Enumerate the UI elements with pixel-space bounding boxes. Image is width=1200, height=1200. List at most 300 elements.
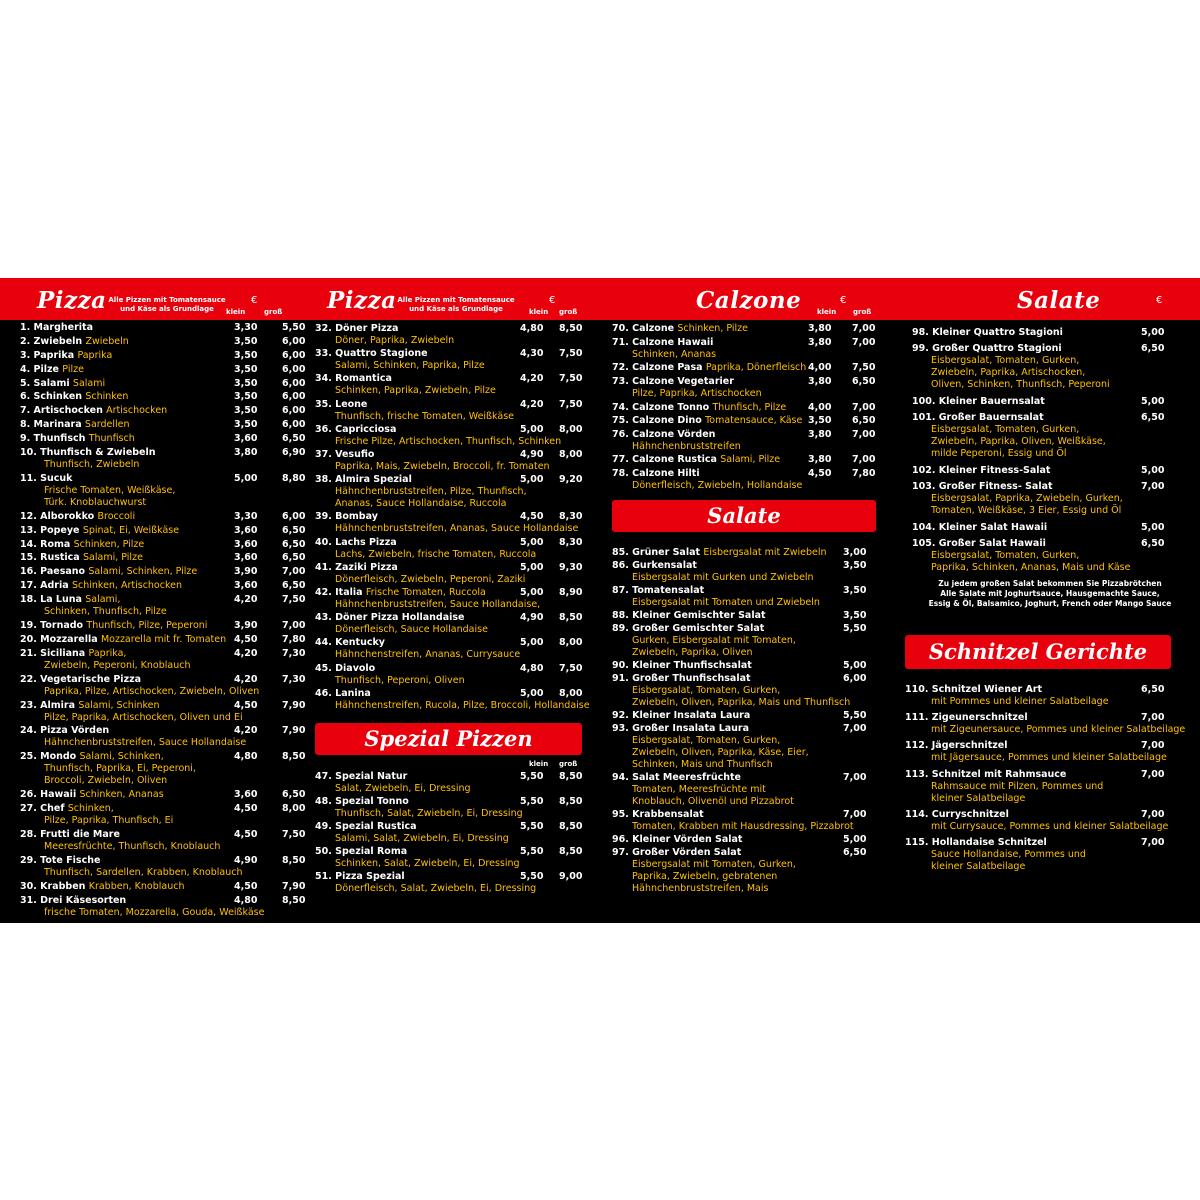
price-gross: 7,00	[852, 401, 876, 413]
spezial-gross-label: groß	[559, 760, 578, 768]
menu-item-title: 101. Großer Bauernsalat	[912, 412, 1044, 424]
menu-item-title: 88. Kleiner Gemischter Salat	[612, 610, 766, 621]
schnitzel-banner	[905, 635, 1171, 669]
menu-item-description: Dönerfleisch, Zwiebeln, Hollandaise	[632, 480, 803, 491]
menu-item	[315, 636, 595, 661]
menu-item	[905, 739, 1200, 764]
price-klein: 3,60	[234, 538, 258, 550]
price-klein: 4,00	[808, 362, 832, 374]
menu-item	[315, 687, 595, 712]
menu-item-description: Hähnchenbruststreifen	[632, 440, 741, 452]
gross-label: groß	[853, 308, 872, 316]
price-gross: 6,00	[282, 419, 306, 431]
price-klein: 3,50	[843, 560, 867, 571]
menu-item	[20, 699, 306, 724]
menu-item	[612, 336, 897, 361]
menu-item-description: Eisbergsalat mit Tomaten und Zwiebeln	[632, 597, 820, 608]
price-gross: 7,50	[852, 362, 876, 374]
menu-item-title: 87. Tomatensalat	[612, 585, 705, 596]
price-gross: 7,00	[282, 566, 306, 578]
price-klein: 3,90	[234, 620, 258, 632]
menu-item-title: 76. Calzone Vörden	[612, 428, 716, 440]
menu-item-description: mit Currysauce, Pommes und kleiner Salatbeilage	[931, 820, 1169, 832]
pizza1-header	[0, 278, 300, 320]
menu-item-name	[315, 347, 595, 360]
price-klein: 4,20	[234, 673, 258, 685]
menu-item	[315, 536, 595, 561]
menu-item	[905, 836, 1200, 873]
menu-item	[315, 870, 595, 895]
price-gross: 7,80	[282, 633, 306, 645]
menu-item-description: Eisbergsalat mit Tomaten, Gurken,	[632, 859, 796, 870]
menu-item	[315, 398, 595, 423]
price-klein: 3,50	[843, 585, 867, 596]
menu-item-description: Eisbergsalat, Tomaten, Gurken,	[632, 685, 781, 696]
menu-item-title: 15. Rustica	[20, 552, 80, 564]
menu-item-title: 32. Döner Pizza	[315, 323, 399, 334]
menu-item-description: Hähnchenbruststreifen, Ananas, Sauce Hollandaise	[335, 523, 579, 535]
salate-note-line2: Alle Salate mit Joghurtsauce, Hausgemachte Sauce,	[940, 589, 1160, 598]
price-klein: 3,80	[808, 428, 832, 440]
menu-item-title: 9. Thunfisch	[20, 433, 86, 445]
price-gross: 8,50	[559, 821, 583, 832]
price-klein: 7,00	[1141, 740, 1165, 752]
menu-item	[20, 377, 306, 390]
price-gross: 8,00	[559, 637, 583, 649]
pizza1-list	[20, 321, 306, 919]
menu-item	[315, 423, 595, 448]
price-klein: 6,50	[1141, 537, 1165, 549]
menu-item-title: 49. Spezial Rustica	[315, 821, 417, 832]
menu-item	[20, 565, 306, 578]
menu-item-title: 111. Zigeunerschnitzel	[905, 712, 1028, 724]
menu-item-title: 30. Krabben	[20, 880, 86, 892]
price-gross: 8,90	[559, 587, 583, 599]
price-klein: 3,50	[234, 335, 258, 347]
menu-item	[912, 326, 1197, 339]
menu-item	[315, 611, 595, 636]
pizza2-note	[392, 296, 520, 314]
salate-header	[900, 278, 1200, 320]
menu-item	[20, 349, 306, 362]
price-klein: 4,20	[520, 398, 544, 410]
menu-item	[612, 722, 900, 771]
menu-item-name	[315, 845, 595, 858]
menu-item-title: 44. Kentucky	[315, 637, 385, 649]
menu-item	[315, 473, 595, 510]
menu-item-description: Eisbergsalat, Tomaten, Gurken,	[931, 549, 1080, 561]
price-gross: 8,30	[559, 536, 583, 548]
menu-item-title: 75. Calzone Dino	[612, 415, 702, 427]
salate-note-line3: Essig & Öl, Balsamico, Joghurt, French oder Mango Sauce	[928, 599, 1172, 608]
menu-item	[20, 673, 306, 698]
menu-item-title: 48. Spezial Tonno	[315, 796, 409, 807]
price-gross: 8,50	[559, 796, 583, 807]
menu-item-title: 97. Großer Vörden Salat	[612, 847, 742, 858]
price-klein: 3,60	[234, 433, 258, 445]
price-klein: 4,20	[234, 647, 258, 659]
price-gross: 8,00	[559, 423, 583, 435]
pizza1-note-line1: Alle Pizzen mit Tomatensauce	[108, 296, 226, 304]
price-klein: 4,50	[234, 633, 258, 645]
price-gross: 8,50	[559, 323, 583, 334]
menu-item	[20, 551, 306, 564]
menu-item	[20, 788, 306, 801]
menu-item-description: Dönerfleisch, Sauce Hollandaise	[335, 624, 488, 636]
price-gross: 8,50	[559, 771, 583, 782]
column-salate	[900, 278, 1200, 923]
menu-item-description: Rahmsauce mit Pilzen, Pommes und	[931, 780, 1104, 792]
menu-item-title: 51. Pizza Spezial	[315, 871, 405, 882]
menu-item	[20, 363, 306, 376]
price-klein: 5,50	[843, 623, 867, 634]
price-klein: 5,00	[843, 660, 867, 671]
menu-item-ingredients: Salami, Schinken	[78, 699, 160, 711]
price-klein: 4,50	[234, 829, 258, 841]
menu-item-description: Pilze, Paprika, Artischocken, Oliven und Ei	[44, 711, 243, 723]
menu-item-description: Thunfisch, Salat, Zwiebeln, Ei, Dressing	[335, 808, 523, 819]
price-klein: 7,00	[843, 723, 867, 734]
menu-item	[315, 372, 595, 397]
menu-item-title: 12. Alborokko	[20, 510, 95, 522]
menu-item-title: 45. Diavolo	[315, 662, 376, 674]
menu-item	[20, 321, 306, 334]
column-pizza-1	[0, 278, 306, 923]
price-gross: 9,00	[559, 871, 583, 882]
price-klein: 4,20	[234, 594, 258, 606]
menu-item-title: 10. Thunfisch & Zwiebeln	[20, 447, 156, 459]
price-gross: 7,50	[559, 373, 583, 385]
menu-item-ingredients: Paprika	[77, 349, 113, 361]
menu-item-description: Oliven, Schinken, Thunfisch, Peperoni	[931, 379, 1110, 391]
price-gross: 6,50	[852, 375, 876, 387]
menu-item-title: 18. La Luna	[20, 594, 82, 606]
menu-item	[20, 390, 306, 403]
price-gross: 6,00	[282, 405, 306, 417]
price-gross: 8,00	[559, 687, 583, 699]
menu-item-description: Schinken, Thunfisch, Pilze	[44, 606, 167, 618]
menu-item-description: Meeresfrüchte, Thunfisch, Knoblauch	[44, 841, 221, 853]
price-gross: 7,80	[852, 468, 876, 479]
pizza2-header	[300, 278, 600, 320]
menu-item-title: 112. Jägerschnitzel	[905, 740, 1008, 752]
price-gross: 8,50	[282, 854, 306, 866]
menu-item-ingredients: Thunfisch	[88, 433, 135, 445]
price-klein: 5,00	[520, 536, 544, 548]
menu-item-ingredients: Schinken, Artischocken	[71, 580, 182, 592]
menu-item	[912, 395, 1197, 408]
menu-item-title: 72. Calzone Pasa	[612, 362, 703, 374]
menu-item-title: 22. Vegetarische Pizza	[20, 673, 142, 685]
menu-item-description: Eisbergsalat mit Gurken und Zwiebeln	[632, 572, 814, 583]
menu-item-title: 73. Calzone Vegetarier	[612, 375, 734, 387]
menu-item-title: 13. Popeye	[20, 524, 80, 536]
euro-sign: €	[251, 295, 258, 306]
menu-item-title: 20. Mozzarella	[20, 633, 98, 645]
menu-item-title: 31. Drei Käsesorten	[20, 894, 127, 906]
menu-item	[315, 845, 595, 870]
menu-item-ingredients: Schinken	[85, 391, 129, 403]
menu-item-title: 16. Paesano	[20, 566, 86, 578]
price-klein: 7,00	[1141, 712, 1165, 724]
menu-item	[612, 808, 900, 833]
menu-item-description: Thunfisch, frische Tomaten, Weißkäse	[335, 410, 514, 422]
menu-item	[315, 322, 595, 347]
menu-item	[20, 593, 306, 618]
menu-item	[20, 579, 306, 592]
price-gross: 7,50	[559, 662, 583, 674]
menu-item-ingredients: Tomatensauce, Käse	[705, 415, 803, 427]
price-gross: 8,50	[282, 894, 306, 906]
menu-item-title: 99. Großer Quattro Stagioni	[912, 343, 1062, 355]
menu-item	[20, 446, 306, 471]
menu-item-title: 7. Artischocken	[20, 405, 103, 417]
menu-item-description: Zwiebeln, Oliven, Paprika, Mais und Thunfisch	[632, 697, 851, 708]
menu-item	[612, 771, 900, 808]
price-klein: 7,00	[1141, 836, 1165, 848]
menu-item	[20, 854, 306, 879]
pizza1-note	[103, 296, 231, 314]
menu-item-ingredients: Artischocken	[106, 405, 168, 417]
menu-item	[612, 846, 900, 895]
menu-item-title: 41. Zaziki Pizza	[315, 561, 398, 573]
menu-item-ingredients: Mozzarella mit fr. Tomaten	[100, 633, 227, 645]
menu-item-ingredients: Broccoli	[97, 510, 136, 522]
price-gross: 6,00	[282, 391, 306, 403]
menu-item-title: 77. Calzone Rustica	[612, 454, 717, 466]
euro-sign: €	[549, 295, 556, 306]
price-gross: 6,00	[282, 335, 306, 347]
price-klein: 4,20	[520, 373, 544, 385]
price-klein: 5,50	[520, 846, 544, 857]
spezial-list	[315, 770, 595, 895]
price-klein: 4,90	[234, 854, 258, 866]
salate-list-2	[912, 326, 1197, 574]
menu-item-ingredients: Salami, Pilze	[720, 454, 781, 466]
price-klein: 5,50	[520, 821, 544, 832]
euro-sign: €	[840, 295, 847, 306]
price-klein: 5,00	[843, 834, 867, 845]
menu-item-description: Hähnchenstreifen, Rucola, Pilze, Broccoli, Hollandaise	[335, 699, 590, 711]
menu-item	[315, 448, 595, 473]
price-klein: 4,50	[234, 803, 258, 815]
schnitzel-list	[905, 683, 1200, 873]
menu-item-description: Salami, Salat, Zwiebeln, Ei, Dressing	[335, 833, 509, 844]
menu-item-description: Salat, Zwiebeln, Ei, Dressing	[335, 783, 471, 794]
menu-item-title: 11. Sucuk	[20, 472, 73, 484]
salate-banner	[612, 500, 876, 532]
price-klein: 3,50	[234, 363, 258, 375]
menu-item	[315, 510, 595, 535]
menu-item-ingredients: Salami, Schinken, Pilze	[88, 566, 198, 578]
menu-item-description: Frische Pilze, Artischocken, Thunfisch, Schinken	[335, 435, 562, 447]
menu-item-name	[315, 820, 595, 833]
price-klein: 7,00	[1141, 481, 1165, 493]
price-klein: 5,50	[843, 710, 867, 721]
price-gross: 6,00	[282, 377, 306, 389]
price-gross: 7,50	[559, 348, 583, 360]
price-klein: 4,20	[234, 725, 258, 737]
price-klein: 5,50	[520, 871, 544, 882]
menu-item-name	[315, 662, 595, 675]
price-gross: 9,20	[559, 474, 583, 486]
price-klein: 3,80	[808, 336, 832, 348]
menu-item-description: mit Zigeunersauce, Pommes und kleiner Salatbeilage	[931, 724, 1186, 736]
price-gross: 7,90	[282, 725, 306, 737]
price-klein: 3,50	[234, 377, 258, 389]
price-gross: 6,50	[282, 580, 306, 592]
price-klein: 5,50	[520, 771, 544, 782]
price-gross: 7,00	[282, 620, 306, 632]
menu-item-description: Zwiebeln, Paprika, Oliven, Weißkäse,	[931, 436, 1106, 448]
menu-item-description: Schinken, Ananas	[632, 348, 717, 360]
price-klein: 4,50	[234, 880, 258, 892]
menu-item	[315, 770, 595, 795]
price-klein: 5,00	[520, 587, 544, 599]
menu-item	[612, 453, 897, 466]
menu-item-name	[315, 510, 595, 523]
calzone-header	[600, 278, 900, 320]
menu-item-description: Zwiebeln, Oliven, Paprika, Käse, Eier,	[632, 747, 809, 758]
price-gross: 6,00	[282, 363, 306, 375]
menu-item-title: 46. Lanina	[315, 687, 371, 699]
menu-item-ingredients: Krabben, Knoblauch	[88, 880, 185, 892]
menu-item	[612, 467, 897, 492]
menu-item	[20, 802, 306, 827]
menu-item-name	[315, 322, 595, 335]
menu-item-description: kleiner Salatbeilage	[931, 860, 1026, 872]
menu-item-title: 86. Gurkensalat	[612, 560, 697, 571]
menu-item	[20, 619, 306, 632]
menu-item-description: Eisbergsalat, Tomaten, Gurken,	[931, 424, 1080, 436]
price-klein: 3,50	[234, 405, 258, 417]
price-klein: 5,00	[1141, 464, 1165, 476]
menu-item	[905, 711, 1200, 736]
price-gross: 7,50	[559, 398, 583, 410]
price-klein: 3,80	[234, 447, 258, 459]
price-klein: 3,80	[808, 323, 832, 334]
menu-item-description: Hähnchenbruststreifen, Sauce Hollandaise	[44, 737, 247, 749]
menu-item-description: mit Pommes und kleiner Salatbeilage	[931, 696, 1109, 707]
pizza2-list	[315, 322, 595, 712]
menu-item-title: 24. Pizza Vörden	[20, 725, 110, 737]
pizza2-note-line2: und Käse als Grundlage	[409, 305, 503, 313]
menu-item-title: 17. Adria	[20, 580, 69, 592]
menu-item-title: 23. Almira	[20, 699, 75, 711]
price-klein: 3,50	[234, 419, 258, 431]
menu-item-name	[315, 473, 595, 486]
price-klein: 5,00	[520, 423, 544, 435]
price-klein: 4,90	[520, 449, 544, 461]
menu-item	[315, 662, 595, 687]
menu-item-description: frische Tomaten, Mozzarella, Gouda, Weißkäse	[44, 906, 265, 918]
pizza2-note-line1: Alle Pizzen mit Tomatensauce	[397, 296, 515, 304]
menu-item-description: Ananas, Sauce Hollandaise, Ruccola	[335, 498, 507, 510]
menu-item	[20, 750, 306, 787]
menu-item-title: 91. Großer Thunfischsalat	[612, 673, 751, 684]
spezial-pizzen-banner	[315, 723, 582, 755]
menu-item-name	[315, 586, 595, 599]
calzone-list	[612, 322, 897, 492]
column-pizza-2	[300, 278, 600, 923]
spezial-pizzen-title: Spezial Pizzen	[364, 726, 533, 751]
menu-item-name	[315, 687, 595, 700]
menu-item	[612, 322, 897, 335]
menu-item	[612, 672, 900, 709]
klein-label: klein	[529, 308, 549, 316]
menu-item-title: 90. Kleiner Thunfischsalat	[612, 660, 752, 671]
price-klein: 3,60	[234, 580, 258, 592]
price-klein: 6,50	[1141, 684, 1165, 695]
menu-item-name	[315, 870, 595, 883]
menu-item-name	[315, 398, 595, 411]
menu-item-description: mit Jägersauce, Pommes und kleiner Salatbeilage	[931, 752, 1167, 764]
menu-item-ingredients: Salami, Schinken,	[79, 751, 164, 763]
menu-item	[905, 768, 1200, 805]
price-klein: 5,00	[520, 687, 544, 699]
menu-item-ingredients: Spinat, Ei, Weißkäse	[82, 524, 180, 536]
menu-item-title: 42. Italia	[315, 587, 363, 599]
price-gross: 5,50	[282, 322, 306, 333]
price-klein: 4,80	[234, 751, 258, 763]
menu-board	[0, 278, 1200, 923]
menu-item-title: 21. Siciliana	[20, 647, 86, 659]
price-gross: 6,50	[282, 552, 306, 564]
menu-item	[905, 808, 1200, 833]
price-klein: 6,50	[843, 847, 867, 858]
price-klein: 6,50	[1141, 412, 1165, 424]
menu-item	[20, 894, 306, 919]
menu-item-description: Paprika, Pilze, Artischocken, Zwiebeln, Oliven	[44, 685, 260, 697]
menu-item-name	[315, 795, 595, 808]
menu-item-description: Salami, Schinken, Paprika, Pilze	[335, 360, 485, 372]
price-klein: 5,00	[520, 637, 544, 649]
price-klein: 3,80	[808, 375, 832, 387]
price-klein: 3,30	[234, 510, 258, 522]
menu-item-description: Hähnchenstreifen, Ananas, Currysauce	[335, 649, 521, 661]
menu-item	[20, 880, 306, 893]
menu-item	[612, 414, 897, 427]
menu-item-ingredients: Salami,	[85, 594, 121, 606]
price-gross: 7,90	[282, 699, 306, 711]
menu-item-title: 27. Chef	[20, 803, 65, 815]
menu-item	[315, 586, 595, 611]
menu-item-description: Zwiebeln, Paprika, Artischocken,	[931, 367, 1086, 379]
price-klein: 5,00	[1141, 327, 1165, 338]
price-klein: 3,00	[843, 547, 867, 558]
salate-title: Salate	[1017, 287, 1101, 314]
menu-item	[315, 795, 595, 820]
price-klein: 5,00	[234, 472, 258, 484]
menu-item	[612, 609, 900, 622]
menu-item	[612, 559, 900, 584]
menu-item-ingredients: Thunfisch, Pilze, Peperoni	[86, 620, 208, 632]
menu-item-name	[315, 423, 595, 436]
menu-item-name	[315, 611, 595, 624]
menu-item-description: Thunfisch, Zwiebeln	[44, 459, 140, 471]
menu-item-title: 74. Calzone Tonno	[612, 401, 710, 413]
price-gross: 8,50	[282, 751, 306, 763]
price-klein: 4,50	[520, 511, 544, 523]
price-gross: 8,50	[559, 612, 583, 624]
euro-sign: €	[1156, 295, 1163, 306]
menu-item-title: 115. Hollandaise Schnitzel	[905, 836, 1047, 848]
menu-item-description: Broccoli, Zwiebeln, Oliven	[44, 775, 168, 787]
price-klein: 3,90	[234, 566, 258, 578]
menu-item-description: Döner, Paprika, Zwiebeln	[335, 335, 455, 346]
menu-item-title: 89. Großer Gemischter Salat	[612, 623, 765, 634]
menu-item-title: 98. Kleiner Quattro Stagioni	[912, 327, 1063, 338]
